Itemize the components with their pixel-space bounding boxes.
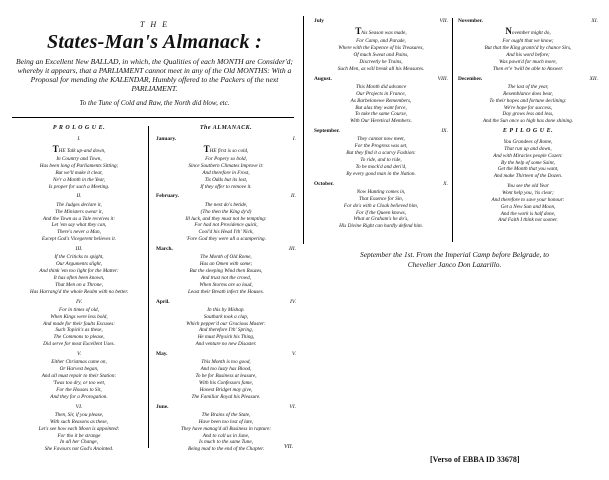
stanza-number: I. bbox=[292, 135, 296, 142]
verse-line: But that the King grants'd by chance Sirs, bbox=[484, 45, 572, 52]
verse-line: Either Christmas came on, bbox=[51, 359, 107, 366]
stanza bbox=[156, 246, 296, 296]
verse-line: Our Arguments slight, bbox=[56, 261, 102, 268]
verse-line: Has Harrang'd the whole Realm with no better. bbox=[29, 288, 129, 295]
verse-line: This Month did advance bbox=[355, 83, 407, 90]
verse-line: To be for Business at leasure, bbox=[195, 373, 257, 380]
verse-line: By the help of some Saint, bbox=[501, 159, 555, 166]
verse-line: The Brains of the State, bbox=[201, 411, 251, 418]
month-name: May. bbox=[156, 351, 168, 358]
verse-line: Which pepper'd our Gracious Master: bbox=[186, 320, 266, 327]
month-heading bbox=[156, 246, 296, 253]
month-name: October. bbox=[314, 180, 334, 187]
verse-line: Has been long of Parliaments Sitting; bbox=[39, 163, 119, 170]
month-heading bbox=[314, 76, 448, 83]
verse-line: That run up and down, bbox=[504, 145, 552, 152]
verse-line: But the sleeping Wind then Rouzes, bbox=[189, 268, 263, 275]
verse-line: Is proper for such a Meeting. bbox=[48, 183, 110, 190]
stanza bbox=[156, 351, 296, 401]
stanza-number: IV. bbox=[290, 298, 296, 305]
verse-line: What at Graham's he do's, bbox=[353, 216, 409, 223]
stanza-number: I. bbox=[77, 135, 81, 142]
verse-line: To their hopes and fortune declining: bbox=[489, 97, 567, 104]
tune-line: To the Tune of Cold and Raw, the North did blow, etc. bbox=[79, 99, 230, 108]
stanza bbox=[458, 76, 598, 126]
stanza bbox=[458, 18, 598, 73]
verse-line: And the Town as a Tale receives it: bbox=[42, 215, 116, 222]
verse-line: In all her Change, bbox=[59, 439, 99, 446]
verse-line: For if the Queen knows, bbox=[356, 209, 406, 216]
stanza bbox=[14, 136, 144, 191]
month-heading bbox=[314, 181, 448, 188]
stanza bbox=[314, 128, 448, 178]
verse-line: For had not Providence quick, bbox=[194, 222, 258, 229]
verse-line: But we'll make it clear, bbox=[55, 169, 103, 176]
month-heading bbox=[314, 128, 448, 135]
verse-line: For the Progress was set, bbox=[354, 143, 408, 150]
verse-line: But alas they want force, bbox=[355, 104, 407, 111]
stanza bbox=[314, 76, 448, 126]
verse-line: Of much Sweat and Pains, bbox=[353, 51, 409, 58]
verse-line: Day grows less and less, bbox=[502, 111, 554, 118]
verse-line: Then er'e 'twill be able to Answer. bbox=[492, 65, 564, 72]
stanza-number: XI. bbox=[591, 18, 598, 24]
page-divider bbox=[303, 16, 304, 244]
verse-line: Or Harvest began, bbox=[59, 366, 99, 373]
verse-line: And the Sun once so high has done shining. bbox=[482, 118, 574, 125]
verse-line: For Camp, and Parade, bbox=[356, 38, 406, 45]
months-column-right-a bbox=[314, 18, 448, 233]
verse-line: 'Fore God they were all a scampering. bbox=[186, 236, 266, 243]
month-name: March. bbox=[156, 245, 173, 252]
month-name: December. bbox=[458, 75, 483, 82]
verse-line: In Country and Town, bbox=[56, 156, 102, 163]
month-heading bbox=[156, 299, 296, 306]
verse-line: She Favours not God's Anointed. bbox=[44, 446, 114, 453]
verse-line: To take the same Course, bbox=[354, 111, 408, 118]
months-column-right-b bbox=[458, 18, 598, 227]
verse-line: Resemblance does bear, bbox=[503, 90, 553, 97]
epilogue bbox=[458, 128, 598, 224]
almanack-heading: The ALMANACK. bbox=[199, 125, 253, 131]
verse-line: And the work is half done, bbox=[500, 210, 556, 217]
verse-line: Such Men, as will break all his Measures. bbox=[337, 65, 425, 72]
verse-line: This Month is too good, bbox=[201, 359, 251, 366]
stanza-number: V. bbox=[76, 351, 82, 358]
month-name: September. bbox=[314, 128, 340, 135]
verse-line: He must Physick his Thing, bbox=[197, 334, 255, 341]
verse-line: And they for a Prorogation. bbox=[50, 393, 108, 400]
stanza bbox=[14, 351, 144, 401]
verse-line: Get the Month that you want, bbox=[497, 166, 559, 173]
stanza-number: VI. bbox=[75, 403, 83, 410]
verse-line: The Commons to please, bbox=[53, 334, 105, 341]
verse-line: Discreetly he Trains, bbox=[359, 58, 403, 65]
verse-line: And to call us in June, bbox=[202, 432, 250, 439]
month-name: July bbox=[314, 18, 324, 24]
verse-line: And think 'em too light for the Matter: bbox=[39, 268, 119, 275]
verse-line: Was pawn'd for much more, bbox=[499, 58, 557, 65]
verse-line: In this by Mishap. bbox=[207, 306, 245, 313]
stanza-number: IX. bbox=[441, 128, 448, 135]
stanza-number: III. bbox=[289, 245, 296, 252]
month-name: August. bbox=[314, 75, 332, 82]
verse-line: For the Houses to Sit, bbox=[56, 386, 102, 393]
verse-line: Cool'd his Head I'th' Nick, bbox=[198, 229, 254, 236]
verse-line: This Season was made, bbox=[355, 26, 407, 37]
month-heading bbox=[458, 76, 598, 83]
verse-line: Is much to the same Tune, bbox=[199, 439, 253, 446]
verse-line: And with Miracles people Cozen: bbox=[493, 152, 563, 159]
verse-line: The Month of Old Rome, bbox=[200, 254, 252, 261]
verse-line: With Our Heretical Members. bbox=[350, 118, 412, 125]
verso-note: [Verso of EBBA ID 33678] bbox=[430, 455, 520, 464]
stanza bbox=[156, 299, 296, 349]
page-mark: VII. bbox=[284, 444, 294, 450]
verse-line: With such Reasons as these, bbox=[49, 418, 109, 425]
masthead bbox=[12, 20, 297, 107]
verse-line: You see the old Year bbox=[507, 183, 549, 190]
stanza bbox=[156, 404, 296, 454]
stanza-number: VII. bbox=[439, 18, 448, 24]
verse-line: Has an Omen with some; bbox=[199, 261, 253, 268]
stanza-number: VIII. bbox=[437, 75, 448, 82]
stanza bbox=[314, 181, 448, 231]
stanza bbox=[156, 136, 296, 191]
verse-line: Such Topick's as these, bbox=[55, 327, 103, 334]
imprint bbox=[312, 250, 597, 270]
prologue-heading: P R O L O G U E. bbox=[52, 125, 106, 131]
verse-line: Get a New Sun and Moon, bbox=[500, 203, 556, 210]
verse-line: If they offer to remove it. bbox=[200, 183, 252, 190]
verse-line: For ought that we know; bbox=[502, 38, 554, 45]
verse-line: 'Twas too dry, or too wet, bbox=[52, 380, 106, 386]
stanza-number: IV. bbox=[76, 298, 82, 305]
almanack-column bbox=[156, 125, 296, 456]
verse-line: THE first is so cold, bbox=[203, 144, 249, 155]
verse-line: Then, Sir, if you please, bbox=[54, 411, 104, 418]
column-divider-left bbox=[148, 126, 149, 448]
verse-line: Where with the Expence of his Treasures, bbox=[338, 45, 424, 52]
verse-line: They have manag'd all Business in rapture: bbox=[180, 425, 272, 432]
verse-line: The last of the year, bbox=[507, 83, 549, 90]
subtitle: Being an Excellent New BALLAD, in which, the Qualities of each MONTH are Consider'd; whereby it appears, that a PARLIAMENT cannot meet in any of the Old MONTHS: With a Proposal for mending the KALENDAR, Humbly offered to the Packers of the next PARLIAMENT. bbox=[15, 57, 293, 94]
verse-line: There's never a Man, bbox=[57, 229, 101, 236]
stanza bbox=[14, 246, 144, 296]
month-heading bbox=[314, 18, 448, 25]
stanza bbox=[14, 404, 144, 454]
verse-line: That Essence for Sin, bbox=[358, 195, 404, 202]
verse-line: Southark took a clap, bbox=[203, 313, 249, 320]
verse-line: Since Southern Climates Improve it: bbox=[188, 163, 264, 170]
verse-line: You Grandees of Rome, bbox=[503, 138, 553, 145]
imprint-line-1: September the 1st. From the Imperial Camp before Belgrade, to bbox=[360, 250, 549, 259]
verse-line: For Popery so bold, bbox=[205, 156, 247, 163]
verse-line: And therefore in Frost, bbox=[202, 169, 250, 176]
month-heading bbox=[458, 18, 598, 25]
month-heading bbox=[156, 193, 296, 200]
stanza-number: XII. bbox=[589, 75, 598, 82]
verse-line: For do's with a Cloak believed him, bbox=[343, 202, 419, 209]
month-name: April. bbox=[156, 298, 170, 305]
verse-line: Have been too lost of late, bbox=[198, 418, 254, 425]
verse-line: Honest Bridget may give, bbox=[199, 386, 253, 393]
stanza-number: II. bbox=[76, 193, 82, 200]
verse-line: Our Projects in France, bbox=[356, 90, 406, 97]
verse-line: By every good man in the Nation. bbox=[346, 170, 416, 177]
verse-line: For in times of old, bbox=[59, 306, 99, 313]
verse-line: That Men on a Throne, bbox=[55, 281, 103, 288]
verse-line: And his word before; bbox=[506, 51, 550, 58]
prologue-column bbox=[14, 125, 144, 456]
verse-line: Did serve for most Excellent Uses. bbox=[43, 341, 115, 348]
verse-line: It has often been known, bbox=[53, 274, 105, 281]
verse-line: If the Criticks to spight, bbox=[54, 254, 104, 261]
verse-line: Tis Odds but its lost, bbox=[204, 176, 248, 183]
verse-line: And therefore to save your honour: bbox=[491, 196, 565, 203]
verse-line: Least their Breath infect the Houses. bbox=[188, 288, 264, 295]
verse-line: With his Confessors fame, bbox=[199, 380, 253, 386]
verse-line: And made for their faults Excuses: bbox=[43, 320, 115, 327]
month-name: February. bbox=[156, 193, 179, 200]
column-divider-right bbox=[452, 18, 453, 242]
stanza bbox=[14, 299, 144, 349]
month-heading bbox=[156, 404, 296, 411]
verse-line: And venture no new Disaster. bbox=[195, 341, 257, 348]
stanza-number: III. bbox=[75, 245, 83, 252]
month-name: June. bbox=[156, 403, 169, 410]
month-heading bbox=[156, 351, 296, 358]
verse-line: Now Hunting comes in, bbox=[356, 188, 406, 195]
month-name: January. bbox=[156, 135, 177, 142]
verse-line: To be mock'd and deri'd, bbox=[355, 163, 407, 170]
verse-line: Wont help you, 'tis clear; bbox=[502, 190, 554, 196]
verse-line: As Barbelonewe Remembers, bbox=[350, 97, 412, 104]
verse-line: THE Talk up-and down, bbox=[52, 144, 106, 155]
page-title: States-Man's Almanack : bbox=[46, 31, 263, 53]
verse-line: They cannot now meet, bbox=[357, 136, 405, 143]
verse-line: Let's see how each Moon is appointed: bbox=[38, 425, 120, 432]
stanza bbox=[314, 18, 448, 73]
verse-line: And all must repair to their Station: bbox=[41, 373, 117, 380]
verse-line: His Divine Right can hardly defend him. bbox=[339, 223, 423, 230]
epilogue-heading: E P I L O G U E. bbox=[502, 128, 554, 135]
verse-line: And too lusty has Blood, bbox=[200, 366, 252, 373]
verse-line: Except God's Vicegerent believes it. bbox=[41, 236, 117, 243]
month-heading bbox=[156, 136, 296, 143]
header-rule bbox=[12, 117, 294, 118]
verse-line: When Kings were less bold, bbox=[50, 313, 108, 320]
verse-line: And therefore I'th' Spring, bbox=[199, 327, 253, 334]
verse-line: Being mad to the end of the Chapter. bbox=[187, 446, 265, 453]
the-label: T H E bbox=[140, 20, 169, 29]
verse-line: The next do's betide, bbox=[204, 201, 248, 208]
stanza-number: X. bbox=[443, 180, 448, 187]
imprint-line-2: Chevelier Janco Don Lazarillo. bbox=[407, 259, 502, 269]
stanza-number: V. bbox=[291, 351, 296, 358]
verse-line: When Storms are so loud, bbox=[199, 281, 253, 288]
verse-line: And make Thirteen of the Dozen. bbox=[493, 173, 563, 180]
verse-line: November might do, bbox=[505, 26, 551, 37]
verse-line: The Ministers swear it, bbox=[55, 208, 103, 215]
verse-line: We're hope for success, bbox=[503, 104, 553, 111]
verse-line: To ride, and to ride, bbox=[360, 157, 402, 164]
verse-line: Let 'em say what they can, bbox=[51, 222, 107, 229]
verse-line: And trust not the crowd, bbox=[200, 274, 252, 281]
month-name: November. bbox=[458, 18, 483, 24]
stanza bbox=[156, 193, 296, 243]
stanza-number: VI. bbox=[289, 403, 296, 410]
verse-line: The Judges declare it, bbox=[56, 201, 102, 208]
stanza bbox=[14, 193, 144, 243]
verse-line: Ne'r a Month in the Year, bbox=[53, 176, 105, 183]
stanza-number: II. bbox=[290, 193, 296, 200]
verse-line: And Faith I think not sooner. bbox=[498, 217, 558, 224]
verse-line: The Familiar Royal his Pleasure. bbox=[191, 393, 261, 400]
verse-line: Ill luck, and they must not be tempting: bbox=[185, 215, 267, 222]
verse-line: (Tho then the King dy'd) bbox=[200, 208, 252, 215]
verse-line: For tho it be strange bbox=[57, 432, 101, 439]
verse-line: But they find it a scurvy Fashion: bbox=[346, 150, 416, 157]
